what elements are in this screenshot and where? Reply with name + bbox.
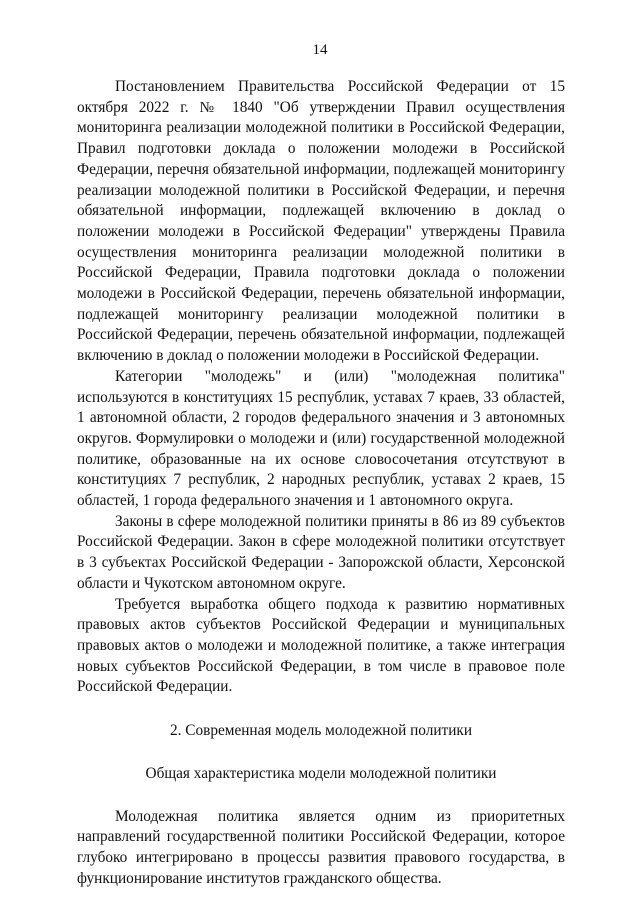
paragraph-youth-categories: Категории "молодежь" и (или) "молодежная политика" используются в конституциях 15 республик, уставах 7 краев, 33 областей, 1 автономной области, 2 городов федерального значения и 3 автономных округов. Формулировки о молодежи и (или) государственной молодежной политике, образованные на их основе словосочетания отсутствуют в конституциях 7 республик, 2 народных республик, уставах 2 краев, 15 областей, 1 города федерального значения и 1 автономного округа. [77,367,565,510]
paragraph-monitoring-rules: Постановлением Правительства Российской Федерации от 15 октября 2022 г. № 1840 "Об утверждении Правил осуществления мониторинга реализации молодежной политики в Российской Федерации, Правил подготовки доклада о положении молодежи в Российской Федерации, перечня обязательной информации, подлежащей мониторингу реализации молодежной политики в Российской Федерации, и перечня обязательной информации, подлежащей включению в доклад о положении молодежи в Российской Федерации" утверждены Правила осуществления мониторинга реализации молодежной политики в Российской Федерации, Правила подготовки доклада о положении молодежи в Российской Федерации, перечень обязательной информации, подлежащей мониторингу реализации молодежной политики в Российской Федерации, перечень обязательной информации, подлежащей включению в доклад о положении молодежи в Российской Федерации. [77,78,565,365]
paragraph-common-approach: Требуется выработка общего подхода к развитию нормативных правовых актов субъектов Российской Федерации и муниципальных правовых актов о молодежи и молодежной политике, а также интеграция новых субъектов Российской Федерации, в том числе в правовое поле Российской Федерации. [77,595,565,696]
paragraph-youth-laws: Законы в сфере молодежной политики приняты в 86 из 89 субъектов Российской Федерации. Закон в сфере молодежной политики отсутствует в 3 субъектах Российской Федерации - Запорожской области, Херсонской области и Чукотском автономном округе. [77,512,565,592]
paragraph-youth-policy-priority: Молодежная политика является одним из приоритетных направлений государственной политики Российской Федерации, которое глубоко интегрировано в процессы развития правового государства, в функционирование институтов гражданского общества. [77,807,565,887]
section-heading: 2. Современная модель молодежной политики [169,722,473,740]
page-number: 14 [312,42,328,58]
document-body [77,77,565,889]
subsection-heading: Общая характеристика модели молодежной политики [145,764,497,782]
